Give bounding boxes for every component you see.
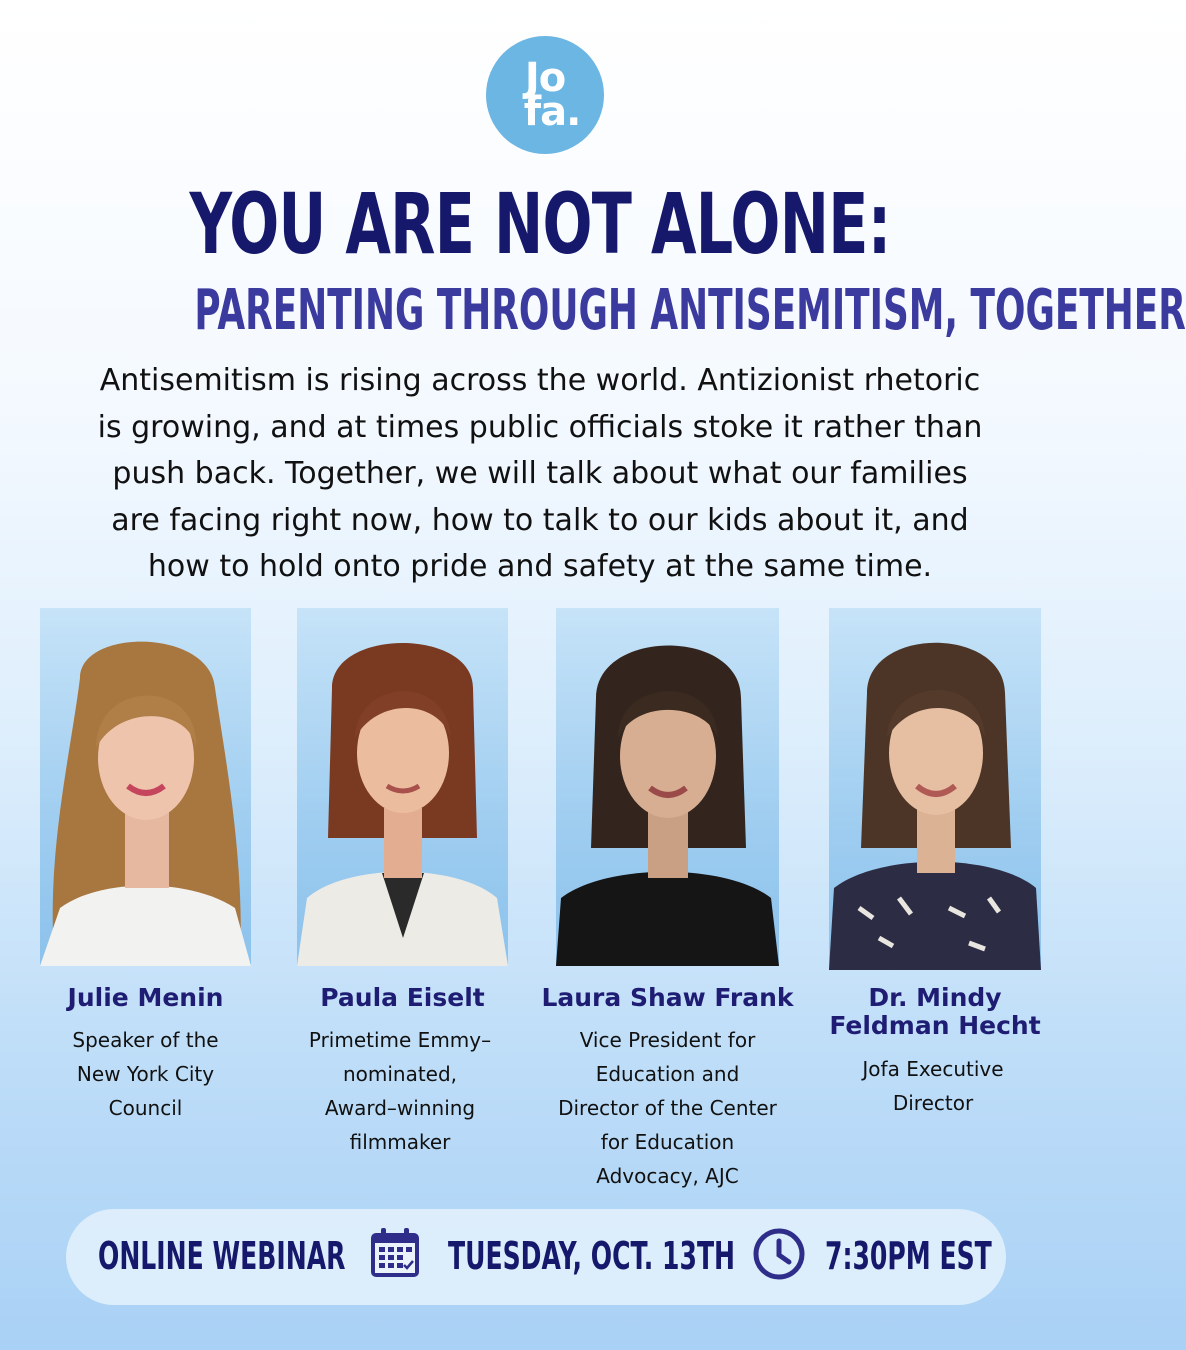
description-line: Antisemitism is rising across the world. Antizionist rhetoric	[99, 363, 981, 398]
description-line: how to hold onto pride and safety at the same time.	[147, 549, 933, 584]
event-description	[40, 358, 1040, 591]
speaker-name-laura-shaw-frank	[530, 984, 805, 1012]
speaker-role-line: Education and	[595, 1062, 740, 1086]
speaker-role-line: Jofa Executive	[862, 1057, 1004, 1081]
jofa-logo	[486, 36, 604, 154]
event-time: 7:30PM EST	[825, 1234, 992, 1278]
speaker-role-line: for Education	[600, 1130, 735, 1154]
speaker-role-line: Award–winning	[324, 1096, 476, 1120]
speaker-role-line: Speaker of the	[72, 1028, 219, 1052]
speaker-role-line: nominated,	[342, 1062, 458, 1086]
speaker-role-line: Advocacy, AJC	[596, 1164, 739, 1188]
speaker-photo-laura-shaw-frank	[556, 608, 779, 966]
speaker-role-line: Vice President for	[579, 1028, 756, 1052]
speaker-role-line: Director of the Center	[558, 1096, 777, 1120]
speaker-photo-paula-eiselt	[297, 608, 508, 966]
speaker-name-line: Feldman Hecht	[829, 1011, 1041, 1040]
speaker-name-line: Dr. Mindy	[868, 983, 1002, 1012]
speaker-name-mindy-feldman-hecht	[810, 984, 1060, 1040]
logo-line-1: Jo	[524, 55, 566, 101]
description-line: is growing, and at times public officials stoke it rather than	[97, 409, 983, 445]
speaker-name-julie-menin	[35, 984, 256, 1012]
speaker-name-paula-eiselt	[290, 984, 515, 1012]
speaker-role-mindy-feldman-hecht	[810, 1052, 1056, 1120]
speaker-photo-julie-menin	[40, 608, 251, 966]
speaker-name-line: Laura Shaw Frank	[541, 983, 794, 1012]
event-date: TUESDAY, OCT. 13TH	[448, 1234, 736, 1278]
logo-line-2: fa.	[523, 89, 581, 135]
speaker-role-line: Council	[108, 1096, 183, 1120]
clock-icon	[752, 1227, 806, 1281]
speaker-role-line: New York City	[76, 1062, 215, 1086]
speaker-role-paula-eiselt	[280, 1023, 520, 1159]
description-line: are facing right now, how to talk to our kids about it, and	[111, 502, 969, 538]
speaker-role-line: Primetime Emmy–	[308, 1028, 492, 1052]
speaker-role-julie-menin	[35, 1023, 256, 1125]
speaker-role-line: Director	[892, 1091, 974, 1115]
speaker-name-line: Julie Menin	[67, 983, 224, 1012]
headline: YOU ARE NOT ALONE:	[189, 175, 891, 273]
subheadline: PARENTING THROUGH ANTISEMITISM, TOGETHER	[194, 278, 1186, 343]
description-line: push back. Together, we will talk about what our families	[112, 456, 968, 491]
speaker-role-line: filmmaker	[349, 1130, 451, 1154]
speaker-photo-mindy-feldman-hecht	[829, 608, 1041, 970]
speaker-role-laura-shaw-frank	[530, 1023, 805, 1193]
calendar-icon	[369, 1227, 421, 1279]
speaker-name-line: Paula Eiselt	[320, 983, 485, 1012]
event-format: ONLINE WEBINAR	[98, 1234, 346, 1278]
